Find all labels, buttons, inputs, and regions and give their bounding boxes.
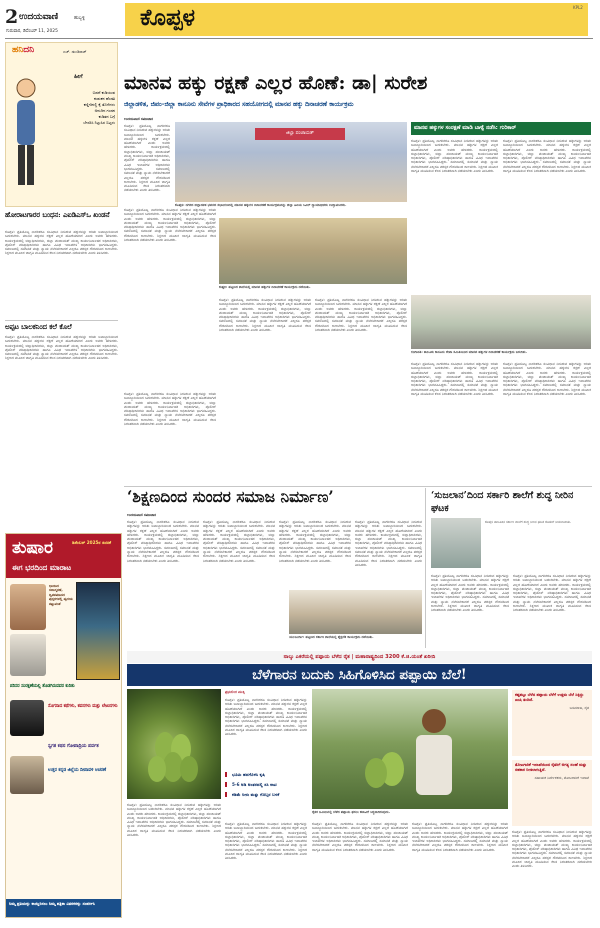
ad-feature-2: ಪರಿಸರ ಸಂರಕ್ಷಣೆಯಲ್ಲಿ ತೊಡಗಿರುವವರ ಕುರಿತು	[10, 684, 75, 689]
school-photo-caption: ಯಲಬುರ್ಗಾ: ಪಟ್ಟಣದ ಸರ್ಕಾರಿ ಶಾಲೆಯಲ್ಲಿ ಶೈಕ್ಷಣಿಕ ಕಾರ್ಯಕ್ರಮ ನಡೆಯಿತು.	[289, 635, 374, 639]
sidebar-divider	[5, 320, 118, 321]
quote-author: ಬಸವರಾಜ, ರೈತ	[569, 705, 589, 710]
quote-text: ತೋಟಗಾರಿಕೆ ಇಲಾಖೆಯಿಂದ ರೈತರಿಗೆ ಅಗತ್ಯ ಸಲಹೆ ಮತ್ತು ಸಹಕಾರ ನೀಡಲಾಗುತ್ತಿದೆ.	[515, 762, 587, 772]
page-number: 2	[5, 6, 19, 28]
ad-cover	[76, 582, 120, 680]
column-title-hani: ಹನಿ	[12, 45, 24, 55]
papaya-body-col2: ಕೊಪ್ಪಳ: ಪ್ರತಿಯೊಬ್ಬ ನಾಗರಿಕರೂ ಸಂವಿಧಾನ ನೀಡಿರುವ ಹಕ್ಕುಗಳನ್ನು ಅರಿತು ಜವಾಬ್ದಾರಿಯಿಂದ ಬದುಕಬೇಕು. ಮಾನವ ಹಕ್ಕುಗಳ ರಕ್ಷಣೆ ಎಲ್ಲರ ಹೊಣೆಯಾಗಿದೆ ಎಂದು ಅವರು ಹೇಳಿದರು. ಕಾರ್ಯಕ್ರಮದಲ್ಲಿ ಜಿಲ್ಲಾಧಿಕಾರಿಗಳು, ಜಿಲ್ಲಾ ಪಂಚಾಯತ್ ಮುಖ್ಯ ಕಾರ್ಯನಿರ್ವಾಹಕ ಅಧಿಕಾರಿಗಳು, ಪೊಲೀಸ್ ವರಿಷ್ಠಾಧಿಕಾರಿಗಳು ಹಾಗೂ ವಿವಿಧ ಇಲಾಖೆಗಳ ಅಧಿಕಾರಿಗಳು ಭಾಗವಹಿಸಿದ್ದರು. ಸಮಾಜದಲ್ಲಿ ಸಮಾನತೆ ಮತ್ತು ನ್ಯಾಯ ನೆಲೆಸಬೇಕಾದರೆ ಎಲ್ಲರೂ ಪರಸ್ಪರ ಗೌರವದಿಂದ ಕಾಣಬೇಕು. ಶಿಕ್ಷಣದ ಮೂಲಕ ಜಾಗೃತಿ ಮೂಡಿಸುವ ಕೆಲಸ ನಿರಂತರವಾಗಿ ನಡೆಯಬೇಕು ಎಂದು ತಿಳಿಸಿದರು.	[127, 803, 221, 838]
quote-author: ಸಹಾಯಕ ನಿರ್ದೇಶಕರು, ತೋಟಗಾರಿಕೆ ಇಲಾಖೆ	[534, 775, 589, 780]
print-color-marks	[250, 920, 370, 926]
sidebar-story1-headline: ಹೋರಾಟಗಾರರ ಬಂಧನ: ಎಐಡಿಎಸ್‌ಒ ಖಂಡನೆ	[5, 211, 110, 219]
school-headline: ‘ಶಿಕ್ಷಣದಿಂದ ಸುಂದರ ಸಮಾಜ ನಿರ್ಮಾಣ’	[127, 488, 334, 506]
ad-portrait-3	[10, 700, 44, 736]
sujalana-photo-caption: ಕೊಪ್ಪಳ ತಾಲೂಕಿನ ಸರ್ಕಾರಿ ಶಾಲೆಗೆ ಶುದ್ಧ ನೀರಿನ ಘಟಕ ಕೊಡುಗೆ ನೀಡಲಾಯಿತು.	[485, 520, 572, 524]
school-body-col3: ಕೊಪ್ಪಳ: ಪ್ರತಿಯೊಬ್ಬ ನಾಗರಿಕರೂ ಸಂವಿಧಾನ ನೀಡಿರುವ ಹಕ್ಕುಗಳನ್ನು ಅರಿತು ಜವಾಬ್ದಾರಿಯಿಂದ ಬದುಕಬೇಕು. ಮಾನವ ಹಕ್ಕುಗಳ ರಕ್ಷಣೆ ಎಲ್ಲರ ಹೊಣೆಯಾಗಿದೆ ಎಂದು ಅವರು ಹೇಳಿದರು. ಕಾರ್ಯಕ್ರಮದಲ್ಲಿ ಜಿಲ್ಲಾಧಿಕಾರಿಗಳು, ಜಿಲ್ಲಾ ಪಂಚಾಯತ್ ಮುಖ್ಯ ಕಾರ್ಯನಿರ್ವಾಹಕ ಅಧಿಕಾರಿಗಳು, ಪೊಲೀಸ್ ವರಿಷ್ಠಾಧಿಕಾರಿಗಳು ಹಾಗೂ ವಿವಿಧ ಇಲಾಖೆಗಳ ಅಧಿಕಾರಿಗಳು ಭಾಗವಹಿಸಿದ್ದರು. ಸಮಾಜದಲ್ಲಿ ಸಮಾನತೆ ಮತ್ತು ನ್ಯಾಯ ನೆಲೆಸಬೇಕಾದರೆ ಎಲ್ಲರೂ ಪರಸ್ಪರ ಗೌರವದಿಂದ ಕಾಣಬೇಕು. ಶಿಕ್ಷಣದ ಮೂಲಕ ಜಾಗೃತಿ ಮೂಡಿಸುವ ಕೆಲಸ ನಿರಂತರವಾಗಿ ನಡೆಯಬೇಕು ಎಂದು ತಿಳಿಸಿದರು.	[279, 520, 351, 563]
quote-text: ಕಷ್ಟಪಟ್ಟು ಬೆಳೆದ ಪಪ್ಪಾಯ ಬೆಳೆಗೆ ಉತ್ತಮ ಬೆಲೆ ಸಿಕ್ಕಿದ್ದು ಖುಷಿ ತಂದಿದೆ.	[515, 692, 584, 702]
ad-header	[6, 534, 122, 578]
lead-body-col3: ಕೊಪ್ಪಳ: ಪ್ರತಿಯೊಬ್ಬ ನಾಗರಿಕರೂ ಸಂವಿಧಾನ ನೀಡಿರುವ ಹಕ್ಕುಗಳನ್ನು ಅರಿತು ಜವಾಬ್ದಾರಿಯಿಂದ ಬದುಕಬೇಕು. ಮಾನವ ಹಕ್ಕುಗಳ ರಕ್ಷಣೆ ಎಲ್ಲರ ಹೊಣೆಯಾಗಿದೆ ಎಂದು ಅವರು ಹೇಳಿದರು. ಕಾರ್ಯಕ್ರಮದಲ್ಲಿ ಜಿಲ್ಲಾಧಿಕಾರಿಗಳು, ಜಿಲ್ಲಾ ಪಂಚಾಯತ್ ಮುಖ್ಯ ಕಾರ್ಯನಿರ್ವಾಹಕ ಅಧಿಕಾರಿಗಳು, ಪೊಲೀಸ್ ವರಿಷ್ಠಾಧಿಕಾರಿಗಳು ಹಾಗೂ ವಿವಿಧ ಇಲಾಖೆಗಳ ಅಧಿಕಾರಿಗಳು ಭಾಗವಹಿಸಿದ್ದರು. ಸಮಾಜದಲ್ಲಿ ಸಮಾನತೆ ಮತ್ತು ನ್ಯಾಯ ನೆಲೆಸಬೇಕಾದರೆ ಎಲ್ಲರೂ ಪರಸ್ಪರ ಗೌರವದಿಂದ ಕಾಣಬೇಕು. ಶಿಕ್ಷಣದ ಮೂಲಕ ಜಾಗೃತಿ ಮೂಡಿಸುವ ಕೆಲಸ ನಿರಂತರವಾಗಿ ನಡೆಯಬೇಕು ಎಂದು ತಿಳಿಸಿದರು.	[219, 298, 311, 333]
papaya-highlight-item: 5-6 ಅಡಿ ಅಂತರದಲ್ಲಿ ಸಸಿ ನಾಟಿ	[225, 782, 307, 787]
sujalana-body-col1: ಕೊಪ್ಪಳ: ಪ್ರತಿಯೊಬ್ಬ ನಾಗರಿಕರೂ ಸಂವಿಧಾನ ನೀಡಿರುವ ಹಕ್ಕುಗಳನ್ನು ಅರಿತು ಜವಾಬ್ದಾರಿಯಿಂದ ಬದುಕಬೇಕು. ಮಾನವ ಹಕ್ಕುಗಳ ರಕ್ಷಣೆ ಎಲ್ಲರ ಹೊಣೆಯಾಗಿದೆ ಎಂದು ಅವರು ಹೇಳಿದರು. ಕಾರ್ಯಕ್ರಮದಲ್ಲಿ ಜಿಲ್ಲಾಧಿಕಾರಿಗಳು, ಜಿಲ್ಲಾ ಪಂಚಾಯತ್ ಮುಖ್ಯ ಕಾರ್ಯನಿರ್ವಾಹಕ ಅಧಿಕಾರಿಗಳು, ಪೊಲೀಸ್ ವರಿಷ್ಠಾಧಿಕಾರಿಗಳು ಹಾಗೂ ವಿವಿಧ ಇಲಾಖೆಗಳ ಅಧಿಕಾರಿಗಳು ಭಾಗವಹಿಸಿದ್ದರು. ಸಮಾಜದಲ್ಲಿ ಸಮಾನತೆ ಮತ್ತು ನ್ಯಾಯ ನೆಲೆಸಬೇಕಾದರೆ ಎಲ್ಲರೂ ಪರಸ್ಪರ ಗೌರವದಿಂದ ಕಾಣಬೇಕು. ಶಿಕ್ಷಣದ ಮೂಲಕ ಜಾಗೃತಿ ಮೂಡಿಸುವ ಕೆಲಸ ನಿರಂತರವಾಗಿ ನಡೆಯಬೇಕು ಎಂದು ತಿಳಿಸಿದರು.	[431, 574, 509, 613]
papaya-headline: ಬೆಳೆಗಾರನ ಬದುಕು ಸಿಹಿಗೊಳಿಸಿದ ಪಪ್ಪಾಯಿ ಬೆಲೆ!	[127, 664, 592, 686]
lead-body-col2b: ಕೊಪ್ಪಳ: ಪ್ರತಿಯೊಬ್ಬ ನಾಗರಿಕರೂ ಸಂವಿಧಾನ ನೀಡಿರುವ ಹಕ್ಕುಗಳನ್ನು ಅರಿತು ಜವಾಬ್ದಾರಿಯಿಂದ ಬದುಕಬೇಕು. ಮಾನವ ಹಕ್ಕುಗಳ ರಕ್ಷಣೆ ಎಲ್ಲರ ಹೊಣೆಯಾಗಿದೆ ಎಂದು ಅವರು ಹೇಳಿದರು. ಕಾರ್ಯಕ್ರಮದಲ್ಲಿ ಜಿಲ್ಲಾಧಿಕಾರಿಗಳು, ಜಿಲ್ಲಾ ಪಂಚಾಯತ್ ಮುಖ್ಯ ಕಾರ್ಯನಿರ್ವಾಹಕ ಅಧಿಕಾರಿಗಳು, ಪೊಲೀಸ್ ವರಿಷ್ಠಾಧಿಕಾರಿಗಳು ಹಾಗೂ ವಿವಿಧ ಇಲಾಖೆಗಳ ಅಧಿಕಾರಿಗಳು ಭಾಗವಹಿಸಿದ್ದರು. ಸಮಾಜದಲ್ಲಿ ಸಮಾನತೆ ಮತ್ತು ನ್ಯಾಯ ನೆಲೆಸಬೇಕಾದರೆ ಎಲ್ಲರೂ ಪರಸ್ಪರ ಗೌರವದಿಂದ ಕಾಣಬೇಕು. ಶಿಕ್ಷಣದ ಮೂಲಕ ಜಾಗೃತಿ ಮೂಡಿಸುವ ಕೆಲಸ ನಿರಂತರವಾಗಿ ನಡೆಯಬೇಕು ಎಂದು ತಿಳಿಸಿದರು.	[124, 392, 216, 427]
column-title	[12, 45, 34, 55]
column-author: ಎಚ್. ಡುಂಡಿರಾಜ್	[63, 49, 87, 54]
edition-label: ಹುಬ್ಬಳ್ಳಿ	[74, 16, 85, 21]
poem-line: ಕುಡುಕನ ಹೆಂಡತಿ	[94, 96, 115, 101]
papaya-byline: ಪ್ರಭುಲಿಂಗ ಮುಕ್ಕಿ	[225, 690, 245, 694]
lead-photo-1	[175, 122, 407, 202]
papaya-kicker: ನಾಲ್ಕು ಎಕರೆಯಲ್ಲಿ ಪಪ್ಪಾಯ ಬೆಳೆದ ರೈತ | ಮಹಾರಾಷ್ಟ್ರದಿಂದ 3200 ಕೆ.ಜಿ.ಯಂತೆ ಖರೀದಿ	[127, 651, 592, 663]
poem-line: ಬಿಡದೆ ಕುಡಿಯುವ	[92, 90, 115, 95]
paper-name: ಉದಯವಾಣಿ	[19, 12, 59, 22]
school-body-col2: ಕೊಪ್ಪಳ: ಪ್ರತಿಯೊಬ್ಬ ನಾಗರಿಕರೂ ಸಂವಿಧಾನ ನೀಡಿರುವ ಹಕ್ಕುಗಳನ್ನು ಅರಿತು ಜವಾಬ್ದಾರಿಯಿಂದ ಬದುಕಬೇಕು. ಮಾನವ ಹಕ್ಕುಗಳ ರಕ್ಷಣೆ ಎಲ್ಲರ ಹೊಣೆಯಾಗಿದೆ ಎಂದು ಅವರು ಹೇಳಿದರು. ಕಾರ್ಯಕ್ರಮದಲ್ಲಿ ಜಿಲ್ಲಾಧಿಕಾರಿಗಳು, ಜಿಲ್ಲಾ ಪಂಚಾಯತ್ ಮುಖ್ಯ ಕಾರ್ಯನಿರ್ವಾಹಕ ಅಧಿಕಾರಿಗಳು, ಪೊಲೀಸ್ ವರಿಷ್ಠಾಧಿಕಾರಿಗಳು ಹಾಗೂ ವಿವಿಧ ಇಲಾಖೆಗಳ ಅಧಿಕಾರಿಗಳು ಭಾಗವಹಿಸಿದ್ದರು. ಸಮಾಜದಲ್ಲಿ ಸಮಾನತೆ ಮತ್ತು ನ್ಯಾಯ ನೆಲೆಸಬೇಕಾದರೆ ಎಲ್ಲರೂ ಪರಸ್ಪರ ಗೌರವದಿಂದ ಕಾಣಬೇಕು. ಶಿಕ್ಷಣದ ಮೂಲಕ ಜಾಗೃತಿ ಮೂಡಿಸುವ ಕೆಲಸ ನಿರಂತರವಾಗಿ ನಡೆಯಬೇಕು ಎಂದು ತಿಳಿಸಿದರು.	[203, 520, 275, 563]
lead-subheadline: ಜಿಲ್ಲಾಡಳಿತ, ಜಿಪಂ-ಜಿಲ್ಲಾ ಕಾನೂನು ಸೇವೆಗಳ ಪ್ರಾಧಿಕಾರದ ಸಹಯೋಗದಲ್ಲಿ ಮಾನವ ಹಕ್ಕು ದಿನಾಚರಣೆ ಕಾರ್ಯಕ್ರಮ	[124, 101, 354, 108]
papaya-body-col6: ಕೊಪ್ಪಳ: ಪ್ರತಿಯೊಬ್ಬ ನಾಗರಿಕರೂ ಸಂವಿಧಾನ ನೀಡಿರುವ ಹಕ್ಕುಗಳನ್ನು ಅರಿತು ಜವಾಬ್ದಾರಿಯಿಂದ ಬದುಕಬೇಕು. ಮಾನವ ಹಕ್ಕುಗಳ ರಕ್ಷಣೆ ಎಲ್ಲರ ಹೊಣೆಯಾಗಿದೆ ಎಂದು ಅವರು ಹೇಳಿದರು. ಕಾರ್ಯಕ್ರಮದಲ್ಲಿ ಜಿಲ್ಲಾಧಿಕಾರಿಗಳು, ಜಿಲ್ಲಾ ಪಂಚಾಯತ್ ಮುಖ್ಯ ಕಾರ್ಯನಿರ್ವಾಹಕ ಅಧಿಕಾರಿಗಳು, ಪೊಲೀಸ್ ವರಿಷ್ಠಾಧಿಕಾರಿಗಳು ಹಾಗೂ ವಿವಿಧ ಇಲಾಖೆಗಳ ಅಧಿಕಾರಿಗಳು ಭಾಗವಹಿಸಿದ್ದರು. ಸಮಾಜದಲ್ಲಿ ಸಮಾನತೆ ಮತ್ತು ನ್ಯಾಯ ನೆಲೆಸಬೇಕಾದರೆ ಎಲ್ಲರೂ ಪರಸ್ಪರ ಗೌರವದಿಂದ ಕಾಣಬೇಕು. ಶಿಕ್ಷಣದ ಮೂಲಕ ಜಾಗೃತಿ ಮೂಡಿಸುವ ಕೆಲಸ ನಿರಂತರವಾಗಿ ನಡೆಯಬೇಕು ಎಂದು ತಿಳಿಸಿದರು.	[512, 830, 592, 869]
school-byline: ಉದಯವಾಣಿ ಸಮಾಚಾರ	[127, 513, 157, 517]
lead-body-col1: ಕೊಪ್ಪಳ: ಪ್ರತಿಯೊಬ್ಬ ನಾಗರಿಕರೂ ಸಂವಿಧಾನ ನೀಡಿರುವ ಹಕ್ಕುಗಳನ್ನು ಅರಿತು ಜವಾಬ್ದಾರಿಯಿಂದ ಬದುಕಬೇಕು. ಮಾನವ ಹಕ್ಕುಗಳ ರಕ್ಷಣೆ ಎಲ್ಲರ ಹೊಣೆಯಾಗಿದೆ ಎಂದು ಅವರು ಹೇಳಿದರು. ಕಾರ್ಯಕ್ರಮದಲ್ಲಿ ಜಿಲ್ಲಾಧಿಕಾರಿಗಳು, ಜಿಲ್ಲಾ ಪಂಚಾಯತ್ ಮುಖ್ಯ ಕಾರ್ಯನಿರ್ವಾಹಕ ಅಧಿಕಾರಿಗಳು, ಪೊಲೀಸ್ ವರಿಷ್ಠಾಧಿಕಾರಿಗಳು ಹಾಗೂ ವಿವಿಧ ಇಲಾಖೆಗಳ ಅಧಿಕಾರಿಗಳು ಭಾಗವಹಿಸಿದ್ದರು. ಸಮಾಜದಲ್ಲಿ ಸಮಾನತೆ ಮತ್ತು ನ್ಯಾಯ ನೆಲೆಸಬೇಕಾದರೆ ಎಲ್ಲರೂ ಪರಸ್ಪರ ಗೌರವದಿಂದ ಕಾಣಬೇಕು. ಶಿಕ್ಷಣದ ಮೂಲಕ ಜಾಗೃತಿ ಮೂಡಿಸುವ ಕೆಲಸ ನಿರಂತರವಾಗಿ ನಡೆಯಬೇಕು ಎಂದು ತಿಳಿಸಿದರು.	[124, 124, 170, 193]
poem-line: ಬೇಸರಿಸಿ ನಿಟ್ಟುಸಿರ ಬಿಟ್ಟಳು	[83, 120, 115, 125]
papaya-farmer-photo	[312, 689, 508, 809]
sujalana-photo	[431, 518, 481, 568]
ad-footer: ನಿಮ್ಮ ಪ್ರತಿಯನ್ನು ಕಾಯ್ದಿರಿಸಲು ನಿಮ್ಮ ಪತ್ರಿಕಾ ವಿತರಕರನ್ನು ಸಂಪರ್ಕಿಸಿ	[6, 899, 122, 918]
poem-line: ಕಣ್ಣೀರಿನಲ್ಲಿ ಕೈ ತೊಳೆದಳು	[83, 102, 115, 107]
sujalana-box-rule	[425, 488, 426, 648]
lead-byline: ಉದಯವಾಣಿ ಸಮಾಚಾರ	[124, 117, 154, 121]
ad-box	[5, 533, 122, 918]
poem-line: ಕುಡಿತದ ಬಗ್ಗೆ	[98, 114, 115, 119]
sidebar-story1-body: ಕೊಪ್ಪಳ: ಪ್ರತಿಯೊಬ್ಬ ನಾಗರಿಕರೂ ಸಂವಿಧಾನ ನೀಡಿರುವ ಹಕ್ಕುಗಳನ್ನು ಅರಿತು ಜವಾಬ್ದಾರಿಯಿಂದ ಬದುಕಬೇಕು. ಮಾನವ ಹಕ್ಕುಗಳ ರಕ್ಷಣೆ ಎಲ್ಲರ ಹೊಣೆಯಾಗಿದೆ ಎಂದು ಅವರು ಹೇಳಿದರು. ಕಾರ್ಯಕ್ರಮದಲ್ಲಿ ಜಿಲ್ಲಾಧಿಕಾರಿಗಳು, ಜಿಲ್ಲಾ ಪಂಚಾಯತ್ ಮುಖ್ಯ ಕಾರ್ಯನಿರ್ವಾಹಕ ಅಧಿಕಾರಿಗಳು, ಪೊಲೀಸ್ ವರಿಷ್ಠಾಧಿಕಾರಿಗಳು ಹಾಗೂ ವಿವಿಧ ಇಲಾಖೆಗಳ ಅಧಿಕಾರಿಗಳು ಭಾಗವಹಿಸಿದ್ದರು. ಸಮಾಜದಲ್ಲಿ ಸಮಾನತೆ ಮತ್ತು ನ್ಯಾಯ ನೆಲೆಸಬೇಕಾದರೆ ಎಲ್ಲರೂ ಪರಸ್ಪರ ಗೌರವದಿಂದ ಕಾಣಬೇಕು. ಶಿಕ್ಷಣದ ಮೂಲಕ ಜಾಗೃತಿ ಮೂಡಿಸುವ ಕೆಲಸ ನಿರಂತರವಾಗಿ ನಡೆಯಬೇಕು ಎಂದು ತಿಳಿಸಿದರು.	[5, 230, 118, 256]
poem-body	[40, 90, 115, 126]
papaya-body-col4: ಕೊಪ್ಪಳ: ಪ್ರತಿಯೊಬ್ಬ ನಾಗರಿಕರೂ ಸಂವಿಧಾನ ನೀಡಿರುವ ಹಕ್ಕುಗಳನ್ನು ಅರಿತು ಜವಾಬ್ದಾರಿಯಿಂದ ಬದುಕಬೇಕು. ಮಾನವ ಹಕ್ಕುಗಳ ರಕ್ಷಣೆ ಎಲ್ಲರ ಹೊಣೆಯಾಗಿದೆ ಎಂದು ಅವರು ಹೇಳಿದರು. ಕಾರ್ಯಕ್ರಮದಲ್ಲಿ ಜಿಲ್ಲಾಧಿಕಾರಿಗಳು, ಜಿಲ್ಲಾ ಪಂಚಾಯತ್ ಮುಖ್ಯ ಕಾರ್ಯನಿರ್ವಾಹಕ ಅಧಿಕಾರಿಗಳು, ಪೊಲೀಸ್ ವರಿಷ್ಠಾಧಿಕಾರಿಗಳು ಹಾಗೂ ವಿವಿಧ ಇಲಾಖೆಗಳ ಅಧಿಕಾರಿಗಳು ಭಾಗವಹಿಸಿದ್ದರು. ಸಮಾಜದಲ್ಲಿ ಸಮಾನತೆ ಮತ್ತು ನ್ಯಾಯ ನೆಲೆಸಬೇಕಾದರೆ ಎಲ್ಲರೂ ಪರಸ್ಪರ ಗೌರವದಿಂದ ಕಾಣಬೇಕು. ಶಿಕ್ಷಣದ ಮೂಲಕ ಜಾಗೃತಿ ಮೂಡಿಸುವ ಕೆಲಸ ನಿರಂತರವಾಗಿ ನಡೆಯಬೇಕು ಎಂದು ತಿಳಿಸಿದರು.	[312, 822, 408, 852]
lead-side-headline: ಮಾನವ ಹಕ್ಕುಗಳ ಸಂರಕ್ಷಣೆ ಮಾಡಿ ಬಾಳ್ವೆ ನಡೆಸಿ: ಗುರಿಕಾರ್	[411, 122, 591, 135]
ad-portrait-1	[10, 584, 46, 630]
school-photo	[289, 590, 422, 634]
ad-portrait-2	[10, 634, 46, 676]
ad-feature-3: ಸೊಗಸಾದ ಕಥೆಗಳು, ಕವನಗಳು ಮತ್ತು ಲೇಖನಗಳು	[48, 704, 118, 709]
lead-headline: ಮಾನವ ಹಕ್ಕು ರಕ್ಷಣೆ ಎಲ್ಲರ ಹೊಣೆ: ಡಾ| ಸುರೇಶ	[124, 72, 428, 94]
ad-brand: ತುಷಾರ	[12, 538, 53, 558]
sidebar-story2-headline: ಅಪ್ಪಟ ಬಾಲಕನಿಂದ ಕಲೆ ಕೊಲೆ	[5, 323, 72, 331]
ad-feature-4: ಸ್ವಗತ ಕಥನ ಗೋಪಾದ್ರಿಯ ಪರ್ವತ	[48, 744, 99, 749]
papaya-quote-1	[512, 690, 592, 756]
lead-side-body-col4: ಕೊಪ್ಪಳ: ಪ್ರತಿಯೊಬ್ಬ ನಾಗರಿಕರೂ ಸಂವಿಧಾನ ನೀಡಿರುವ ಹಕ್ಕುಗಳನ್ನು ಅರಿತು ಜವಾಬ್ದಾರಿಯಿಂದ ಬದುಕಬೇಕು. ಮಾನವ ಹಕ್ಕುಗಳ ರಕ್ಷಣೆ ಎಲ್ಲರ ಹೊಣೆಯಾಗಿದೆ ಎಂದು ಅವರು ಹೇಳಿದರು. ಕಾರ್ಯಕ್ರಮದಲ್ಲಿ ಜಿಲ್ಲಾಧಿಕಾರಿಗಳು, ಜಿಲ್ಲಾ ಪಂಚಾಯತ್ ಮುಖ್ಯ ಕಾರ್ಯನಿರ್ವಾಹಕ ಅಧಿಕಾರಿಗಳು, ಪೊಲೀಸ್ ವರಿಷ್ಠಾಧಿಕಾರಿಗಳು ಹಾಗೂ ವಿವಿಧ ಇಲಾಖೆಗಳ ಅಧಿಕಾರಿಗಳು ಭಾಗವಹಿಸಿದ್ದರು. ಸಮಾಜದಲ್ಲಿ ಸಮಾನತೆ ಮತ್ತು ನ್ಯಾಯ ನೆಲೆಸಬೇಕಾದರೆ ಎಲ್ಲರೂ ಪರಸ್ಪರ ಗೌರವದಿಂದ ಕಾಣಬೇಕು. ಶಿಕ್ಷಣದ ಮೂಲಕ ಜಾಗೃತಿ ಮೂಡಿಸುವ ಕೆಲಸ ನಿರಂತರವಾಗಿ ನಡೆಯಬೇಕು ಎಂದು ತಿಳಿಸಿದರು.	[503, 362, 591, 397]
sujalana-headline: ‘ಸುಜಲಾನ’ದಿಂದ ಸರ್ಕಾರಿ ಶಾಲೆಗೆ ಶುದ್ಧ ನೀರಿನ ಘಟಕ	[431, 490, 574, 514]
section-title: ಕೊಪ್ಪಳ	[140, 4, 195, 31]
sidebar-story2-body: ಕೊಪ್ಪಳ: ಪ್ರತಿಯೊಬ್ಬ ನಾಗರಿಕರೂ ಸಂವಿಧಾನ ನೀಡಿರುವ ಹಕ್ಕುಗಳನ್ನು ಅರಿತು ಜವಾಬ್ದಾರಿಯಿಂದ ಬದುಕಬೇಕು. ಮಾನವ ಹಕ್ಕುಗಳ ರಕ್ಷಣೆ ಎಲ್ಲರ ಹೊಣೆಯಾಗಿದೆ ಎಂದು ಅವರು ಹೇಳಿದರು. ಕಾರ್ಯಕ್ರಮದಲ್ಲಿ ಜಿಲ್ಲಾಧಿಕಾರಿಗಳು, ಜಿಲ್ಲಾ ಪಂಚಾಯತ್ ಮುಖ್ಯ ಕಾರ್ಯನಿರ್ವಾಹಕ ಅಧಿಕಾರಿಗಳು, ಪೊಲೀಸ್ ವರಿಷ್ಠಾಧಿಕಾರಿಗಳು ಹಾಗೂ ವಿವಿಧ ಇಲಾಖೆಗಳ ಅಧಿಕಾರಿಗಳು ಭಾಗವಹಿಸಿದ್ದರು. ಸಮಾಜದಲ್ಲಿ ಸಮಾನತೆ ಮತ್ತು ನ್ಯಾಯ ನೆಲೆಸಬೇಕಾದರೆ ಎಲ್ಲರೂ ಪರಸ್ಪರ ಗೌರವದಿಂದ ಕಾಣಬೇಕು. ಶಿಕ್ಷಣದ ಮೂಲಕ ಜಾಗೃತಿ ಮೂಡಿಸುವ ಕೆಲಸ ನಿರಂತರವಾಗಿ ನಡೆಯಬೇಕು ಎಂದು ತಿಳಿಸಿದರು.	[5, 335, 118, 361]
cartoon-figure	[10, 70, 42, 198]
lead-photo-1-caption: ಕೊಪ್ಪಳ: ನಗರದ ಜಿಲ್ಲಾಡಳಿತ ಭವನದ ಸಭಾಂಗಣದಲ್ಲಿ ಮಾನವ ಹಕ್ಕುಗಳ ದಿನಾಚರಣೆ ಕಾರ್ಯಕ್ರಮವನ್ನು ಜಿಲ್ಲಾ ಹಿರಿಯ ಸಿವಿಲ್ ನ್ಯಾಯಾಧೀಶರು ಉದ್ಘಾಟಿಸಿದರು.	[175, 203, 347, 207]
papaya-body-col3: ಕೊಪ್ಪಳ: ಪ್ರತಿಯೊಬ್ಬ ನಾಗರಿಕರೂ ಸಂವಿಧಾನ ನೀಡಿರುವ ಹಕ್ಕುಗಳನ್ನು ಅರಿತು ಜವಾಬ್ದಾರಿಯಿಂದ ಬದುಕಬೇಕು. ಮಾನವ ಹಕ್ಕುಗಳ ರಕ್ಷಣೆ ಎಲ್ಲರ ಹೊಣೆಯಾಗಿದೆ ಎಂದು ಅವರು ಹೇಳಿದರು. ಕಾರ್ಯಕ್ರಮದಲ್ಲಿ ಜಿಲ್ಲಾಧಿಕಾರಿಗಳು, ಜಿಲ್ಲಾ ಪಂಚಾಯತ್ ಮುಖ್ಯ ಕಾರ್ಯನಿರ್ವಾಹಕ ಅಧಿಕಾರಿಗಳು, ಪೊಲೀಸ್ ವರಿಷ್ಠಾಧಿಕಾರಿಗಳು ಹಾಗೂ ವಿವಿಧ ಇಲಾಖೆಗಳ ಅಧಿಕಾರಿಗಳು ಭಾಗವಹಿಸಿದ್ದರು. ಸಮಾಜದಲ್ಲಿ ಸಮಾನತೆ ಮತ್ತು ನ್ಯಾಯ ನೆಲೆಸಬೇಕಾದರೆ ಎಲ್ಲರೂ ಪರಸ್ಪರ ಗೌರವದಿಂದ ಕಾಣಬೇಕು. ಶಿಕ್ಷಣದ ಮೂಲಕ ಜಾಗೃತಿ ಮೂಡಿಸುವ ಕೆಲಸ ನಿರಂತರವಾಗಿ ನಡೆಯಬೇಕು ಎಂದು ತಿಳಿಸಿದರು.	[225, 822, 307, 861]
papaya-highlight-item: ಭೂಮಿ ಹದಗೊಳಿಸಿ ಕೃಷಿ	[225, 772, 307, 777]
papaya-photo-caption: ರೈತರ ಜಮೀನಿನಲ್ಲಿ ಬೆಳೆದ ಪಪ್ಪಾಯ ಫಸಲು ಕಟಾವಿಗೆ ಸಿದ್ಧವಾಗಿರುವುದು.	[312, 810, 390, 814]
issue-date: ಗುರುವಾರ, ಡಿಸೆಂಬರ್ 11, 2025	[6, 29, 58, 34]
lead-side-body-col3: ಕೊಪ್ಪಳ: ಪ್ರತಿಯೊಬ್ಬ ನಾಗರಿಕರೂ ಸಂವಿಧಾನ ನೀಡಿರುವ ಹಕ್ಕುಗಳನ್ನು ಅರಿತು ಜವಾಬ್ದಾರಿಯಿಂದ ಬದುಕಬೇಕು. ಮಾನವ ಹಕ್ಕುಗಳ ರಕ್ಷಣೆ ಎಲ್ಲರ ಹೊಣೆಯಾಗಿದೆ ಎಂದು ಅವರು ಹೇಳಿದರು. ಕಾರ್ಯಕ್ರಮದಲ್ಲಿ ಜಿಲ್ಲಾಧಿಕಾರಿಗಳು, ಜಿಲ್ಲಾ ಪಂಚಾಯತ್ ಮುಖ್ಯ ಕಾರ್ಯನಿರ್ವಾಹಕ ಅಧಿಕಾರಿಗಳು, ಪೊಲೀಸ್ ವರಿಷ್ಠಾಧಿಕಾರಿಗಳು ಹಾಗೂ ವಿವಿಧ ಇಲಾಖೆಗಳ ಅಧಿಕಾರಿಗಳು ಭಾಗವಹಿಸಿದ್ದರು. ಸಮಾಜದಲ್ಲಿ ಸಮಾನತೆ ಮತ್ತು ನ್ಯಾಯ ನೆಲೆಸಬೇಕಾದರೆ ಎಲ್ಲರೂ ಪರಸ್ಪರ ಗೌರವದಿಂದ ಕಾಣಬೇಕು. ಶಿಕ್ಷಣದ ಮೂಲಕ ಜಾಗೃತಿ ಮೂಡಿಸುವ ಕೆಲಸ ನಿರಂತರವಾಗಿ ನಡೆಯಬೇಕು ಎಂದು ತಿಳಿಸಿದರು.	[411, 362, 498, 397]
lead-side-photo	[411, 295, 591, 349]
school-body-col4: ಕೊಪ್ಪಳ: ಪ್ರತಿಯೊಬ್ಬ ನಾಗರಿಕರೂ ಸಂವಿಧಾನ ನೀಡಿರುವ ಹಕ್ಕುಗಳನ್ನು ಅರಿತು ಜವಾಬ್ದಾರಿಯಿಂದ ಬದುಕಬೇಕು. ಮಾನವ ಹಕ್ಕುಗಳ ರಕ್ಷಣೆ ಎಲ್ಲರ ಹೊಣೆಯಾಗಿದೆ ಎಂದು ಅವರು ಹೇಳಿದರು. ಕಾರ್ಯಕ್ರಮದಲ್ಲಿ ಜಿಲ್ಲಾಧಿಕಾರಿಗಳು, ಜಿಲ್ಲಾ ಪಂಚಾಯತ್ ಮುಖ್ಯ ಕಾರ್ಯನಿರ್ವಾಹಕ ಅಧಿಕಾರಿಗಳು, ಪೊಲೀಸ್ ವರಿಷ್ಠಾಧಿಕಾರಿಗಳು ಹಾಗೂ ವಿವಿಧ ಇಲಾಖೆಗಳ ಅಧಿಕಾರಿಗಳು ಭಾಗವಹಿಸಿದ್ದರು. ಸಮಾಜದಲ್ಲಿ ಸಮಾನತೆ ಮತ್ತು ನ್ಯಾಯ ನೆಲೆಸಬೇಕಾದರೆ ಎಲ್ಲರೂ ಪರಸ್ಪರ ಗೌರವದಿಂದ ಕಾಣಬೇಕು. ಶಿಕ್ಷಣದ ಮೂಲಕ ಜಾಗೃತಿ ಮೂಡಿಸುವ ಕೆಲಸ ನಿರಂತರವಾಗಿ ನಡೆಯಬೇಕು ಎಂದು ತಿಳಿಸಿದರು.	[355, 520, 422, 567]
poem-line: ಅನುದಿನ ಗಂಡನ	[94, 108, 115, 113]
school-body-col1: ಕೊಪ್ಪಳ: ಪ್ರತಿಯೊಬ್ಬ ನಾಗರಿಕರೂ ಸಂವಿಧಾನ ನೀಡಿರುವ ಹಕ್ಕುಗಳನ್ನು ಅರಿತು ಜವಾಬ್ದಾರಿಯಿಂದ ಬದುಕಬೇಕು. ಮಾನವ ಹಕ್ಕುಗಳ ರಕ್ಷಣೆ ಎಲ್ಲರ ಹೊಣೆಯಾಗಿದೆ ಎಂದು ಅವರು ಹೇಳಿದರು. ಕಾರ್ಯಕ್ರಮದಲ್ಲಿ ಜಿಲ್ಲಾಧಿಕಾರಿಗಳು, ಜಿಲ್ಲಾ ಪಂಚಾಯತ್ ಮುಖ್ಯ ಕಾರ್ಯನಿರ್ವಾಹಕ ಅಧಿಕಾರಿಗಳು, ಪೊಲೀಸ್ ವರಿಷ್ಠಾಧಿಕಾರಿಗಳು ಹಾಗೂ ವಿವಿಧ ಇಲಾಖೆಗಳ ಅಧಿಕಾರಿಗಳು ಭಾಗವಹಿಸಿದ್ದರು. ಸಮಾಜದಲ್ಲಿ ಸಮಾನತೆ ಮತ್ತು ನ್ಯಾಯ ನೆಲೆಸಬೇಕಾದರೆ ಎಲ್ಲರೂ ಪರಸ್ಪರ ಗೌರವದಿಂದ ಕಾಣಬೇಕು. ಶಿಕ್ಷಣದ ಮೂಲಕ ಜಾಗೃತಿ ಮೂಡಿಸುವ ಕೆಲಸ ನಿರಂತರವಾಗಿ ನಡೆಯಬೇಕು ಎಂದು ತಿಳಿಸಿದರು.	[127, 520, 199, 563]
lead-side-photo-caption: ಗಂಗಾವತಿ: ತಾಲೂಕು ಕಾನೂನು ಸೇವಾ ಸಮಿತಿಯಿಂದ ಮಾನವ ಹಕ್ಕುಗಳ ದಿನಾಚರಣೆ ಕಾರ್ಯಕ್ರಮ ಜರುಗಿತು.	[411, 350, 527, 354]
ad-feature-1: ಛಾಯಿದ ಸದಾಸ್ಮರಣೆ, ದ್ವಿಶತಮಾನದ ಪುಸ್ತಕಗಳಲ್ಲಿ ಹೃದಯ ತಟ್ಟುವಂತೆ	[49, 584, 73, 606]
papaya-body-col5: ಕೊಪ್ಪಳ: ಪ್ರತಿಯೊಬ್ಬ ನಾಗರಿಕರೂ ಸಂವಿಧಾನ ನೀಡಿರುವ ಹಕ್ಕುಗಳನ್ನು ಅರಿತು ಜವಾಬ್ದಾರಿಯಿಂದ ಬದುಕಬೇಕು. ಮಾನವ ಹಕ್ಕುಗಳ ರಕ್ಷಣೆ ಎಲ್ಲರ ಹೊಣೆಯಾಗಿದೆ ಎಂದು ಅವರು ಹೇಳಿದರು. ಕಾರ್ಯಕ್ರಮದಲ್ಲಿ ಜಿಲ್ಲಾಧಿಕಾರಿಗಳು, ಜಿಲ್ಲಾ ಪಂಚಾಯತ್ ಮುಖ್ಯ ಕಾರ್ಯನಿರ್ವಾಹಕ ಅಧಿಕಾರಿಗಳು, ಪೊಲೀಸ್ ವರಿಷ್ಠಾಧಿಕಾರಿಗಳು ಹಾಗೂ ವಿವಿಧ ಇಲಾಖೆಗಳ ಅಧಿಕಾರಿಗಳು ಭಾಗವಹಿಸಿದ್ದರು. ಸಮಾಜದಲ್ಲಿ ಸಮಾನತೆ ಮತ್ತು ನ್ಯಾಯ ನೆಲೆಸಬೇಕಾದರೆ ಎಲ್ಲರೂ ಪರಸ್ಪರ ಗೌರವದಿಂದ ಕಾಣಬೇಕು. ಶಿಕ್ಷಣದ ಮೂಲಕ ಜಾಗೃತಿ ಮೂಡಿಸುವ ಕೆಲಸ ನಿರಂತರವಾಗಿ ನಡೆಯಬೇಕು ಎಂದು ತಿಳಿಸಿದರು.	[412, 822, 508, 852]
column-title-dani: ದನಿ	[23, 45, 35, 55]
masthead-rule	[5, 38, 593, 39]
papaya-fruit-illustration	[127, 689, 221, 799]
farmer-figure-illustration	[312, 689, 508, 809]
papaya-body-col1: ಕೊಪ್ಪಳ: ಪ್ರತಿಯೊಬ್ಬ ನಾಗರಿಕರೂ ಸಂವಿಧಾನ ನೀಡಿರುವ ಹಕ್ಕುಗಳನ್ನು ಅರಿತು ಜವಾಬ್ದಾರಿಯಿಂದ ಬದುಕಬೇಕು. ಮಾನವ ಹಕ್ಕುಗಳ ರಕ್ಷಣೆ ಎಲ್ಲರ ಹೊಣೆಯಾಗಿದೆ ಎಂದು ಅವರು ಹೇಳಿದರು. ಕಾರ್ಯಕ್ರಮದಲ್ಲಿ ಜಿಲ್ಲಾಧಿಕಾರಿಗಳು, ಜಿಲ್ಲಾ ಪಂಚಾಯತ್ ಮುಖ್ಯ ಕಾರ್ಯನಿರ್ವಾಹಕ ಅಧಿಕಾರಿಗಳು, ಪೊಲೀಸ್ ವರಿಷ್ಠಾಧಿಕಾರಿಗಳು ಹಾಗೂ ವಿವಿಧ ಇಲಾಖೆಗಳ ಅಧಿಕಾರಿಗಳು ಭಾಗವಹಿಸಿದ್ದರು. ಸಮಾಜದಲ್ಲಿ ಸಮಾನತೆ ಮತ್ತು ನ್ಯಾಯ ನೆಲೆಸಬೇಕಾದರೆ ಎಲ್ಲರೂ ಪರಸ್ಪರ ಗೌರವದಿಂದ ಕಾಣಬೇಕು. ಶಿಕ್ಷಣದ ಮೂಲಕ ಜಾಗೃತಿ ಮೂಡಿಸುವ ಕೆಲಸ ನಿರಂತರವಾಗಿ ನಡೆಯಬೇಕು ಎಂದು ತಿಳಿಸಿದರು.	[225, 698, 307, 737]
ad-portrait-4	[10, 756, 44, 794]
papaya-highlight-item: ಕಡಿಮೆ ನೀರು ಮತ್ತು ಗೊಬ್ಬರ ಬಳಕೆ	[225, 792, 307, 797]
corner-code: KPL2	[573, 5, 583, 10]
lead-body-col4: ಕೊಪ್ಪಳ: ಪ್ರತಿಯೊಬ್ಬ ನಾಗರಿಕರೂ ಸಂವಿಧಾನ ನೀಡಿರುವ ಹಕ್ಕುಗಳನ್ನು ಅರಿತು ಜವಾಬ್ದಾರಿಯಿಂದ ಬದುಕಬೇಕು. ಮಾನವ ಹಕ್ಕುಗಳ ರಕ್ಷಣೆ ಎಲ್ಲರ ಹೊಣೆಯಾಗಿದೆ ಎಂದು ಅವರು ಹೇಳಿದರು. ಕಾರ್ಯಕ್ರಮದಲ್ಲಿ ಜಿಲ್ಲಾಧಿಕಾರಿಗಳು, ಜಿಲ್ಲಾ ಪಂಚಾಯತ್ ಮುಖ್ಯ ಕಾರ್ಯನಿರ್ವಾಹಕ ಅಧಿಕಾರಿಗಳು, ಪೊಲೀಸ್ ವರಿಷ್ಠಾಧಿಕಾರಿಗಳು ಹಾಗೂ ವಿವಿಧ ಇಲಾಖೆಗಳ ಅಧಿಕಾರಿಗಳು ಭಾಗವಹಿಸಿದ್ದರು. ಸಮಾಜದಲ್ಲಿ ಸಮಾನತೆ ಮತ್ತು ನ್ಯಾಯ ನೆಲೆಸಬೇಕಾದರೆ ಎಲ್ಲರೂ ಪರಸ್ಪರ ಗೌರವದಿಂದ ಕಾಣಬೇಕು. ಶಿಕ್ಷಣದ ಮೂಲಕ ಜಾಗೃತಿ ಮೂಡಿಸುವ ಕೆಲಸ ನಿರಂತರವಾಗಿ ನಡೆಯಬೇಕು ಎಂದು ತಿಳಿಸಿದರು.	[315, 298, 407, 333]
papaya-highlights	[225, 772, 307, 797]
papaya-photo	[127, 689, 221, 799]
lead-photo-banner: ಜಿಲ್ಲಾ ಪಂಚಾಯತ್	[255, 128, 345, 140]
ad-feature-5: ಉತ್ತರ ಕನ್ನಡ ಜಿಲ್ಲೆಯ ದೀಪಾವಳಿ ಆಚರಣೆ	[48, 768, 107, 773]
ad-issue-tag: ಡಿಸೆಂಬರ್ 2025ರ ಸಂಚಿಕೆ	[72, 540, 112, 545]
lead-bottom-rule	[124, 486, 592, 487]
poem-title: ಹೀಗೆ	[74, 74, 83, 80]
lead-body-col2: ಕೊಪ್ಪಳ: ಪ್ರತಿಯೊಬ್ಬ ನಾಗರಿಕರೂ ಸಂವಿಧಾನ ನೀಡಿರುವ ಹಕ್ಕುಗಳನ್ನು ಅರಿತು ಜವಾಬ್ದಾರಿಯಿಂದ ಬದುಕಬೇಕು. ಮಾನವ ಹಕ್ಕುಗಳ ರಕ್ಷಣೆ ಎಲ್ಲರ ಹೊಣೆಯಾಗಿದೆ ಎಂದು ಅವರು ಹೇಳಿದರು. ಕಾರ್ಯಕ್ರಮದಲ್ಲಿ ಜಿಲ್ಲಾಧಿಕಾರಿಗಳು, ಜಿಲ್ಲಾ ಪಂಚಾಯತ್ ಮುಖ್ಯ ಕಾರ್ಯನಿರ್ವಾಹಕ ಅಧಿಕಾರಿಗಳು, ಪೊಲೀಸ್ ವರಿಷ್ಠಾಧಿಕಾರಿಗಳು ಹಾಗೂ ವಿವಿಧ ಇಲಾಖೆಗಳ ಅಧಿಕಾರಿಗಳು ಭಾಗವಹಿಸಿದ್ದರು. ಸಮಾಜದಲ್ಲಿ ಸಮಾನತೆ ಮತ್ತು ನ್ಯಾಯ ನೆಲೆಸಬೇಕಾದರೆ ಎಲ್ಲರೂ ಪರಸ್ಪರ ಗೌರವದಿಂದ ಕಾಣಬೇಕು. ಶಿಕ್ಷಣದ ಮೂಲಕ ಜಾಗೃತಿ ಮೂಡಿಸುವ ಕೆಲಸ ನಿರಂತರವಾಗಿ ನಡೆಯಬೇಕು ಎಂದು ತಿಳಿಸಿದರು.	[124, 208, 216, 243]
sujalana-body-col2: ಕೊಪ್ಪಳ: ಪ್ರತಿಯೊಬ್ಬ ನಾಗರಿಕರೂ ಸಂವಿಧಾನ ನೀಡಿರುವ ಹಕ್ಕುಗಳನ್ನು ಅರಿತು ಜವಾಬ್ದಾರಿಯಿಂದ ಬದುಕಬೇಕು. ಮಾನವ ಹಕ್ಕುಗಳ ರಕ್ಷಣೆ ಎಲ್ಲರ ಹೊಣೆಯಾಗಿದೆ ಎಂದು ಅವರು ಹೇಳಿದರು. ಕಾರ್ಯಕ್ರಮದಲ್ಲಿ ಜಿಲ್ಲಾಧಿಕಾರಿಗಳು, ಜಿಲ್ಲಾ ಪಂಚಾಯತ್ ಮುಖ್ಯ ಕಾರ್ಯನಿರ್ವಾಹಕ ಅಧಿಕಾರಿಗಳು, ಪೊಲೀಸ್ ವರಿಷ್ಠಾಧಿಕಾರಿಗಳು ಹಾಗೂ ವಿವಿಧ ಇಲಾಖೆಗಳ ಅಧಿಕಾರಿಗಳು ಭಾಗವಹಿಸಿದ್ದರು. ಸಮಾಜದಲ್ಲಿ ಸಮಾನತೆ ಮತ್ತು ನ್ಯಾಯ ನೆಲೆಸಬೇಕಾದರೆ ಎಲ್ಲರೂ ಪರಸ್ಪರ ಗೌರವದಿಂದ ಕಾಣಬೇಕು. ಶಿಕ್ಷಣದ ಮೂಲಕ ಜಾಗೃತಿ ಮೂಡಿಸುವ ಕೆಲಸ ನಿರಂತರವಾಗಿ ನಡೆಯಬೇಕು ಎಂದು ತಿಳಿಸಿದರು.	[513, 574, 591, 613]
lead-side-body-col1: ಕೊಪ್ಪಳ: ಪ್ರತಿಯೊಬ್ಬ ನಾಗರಿಕರೂ ಸಂವಿಧಾನ ನೀಡಿರುವ ಹಕ್ಕುಗಳನ್ನು ಅರಿತು ಜವಾಬ್ದಾರಿಯಿಂದ ಬದುಕಬೇಕು. ಮಾನವ ಹಕ್ಕುಗಳ ರಕ್ಷಣೆ ಎಲ್ಲರ ಹೊಣೆಯಾಗಿದೆ ಎಂದು ಅವರು ಹೇಳಿದರು. ಕಾರ್ಯಕ್ರಮದಲ್ಲಿ ಜಿಲ್ಲಾಧಿಕಾರಿಗಳು, ಜಿಲ್ಲಾ ಪಂಚಾಯತ್ ಮುಖ್ಯ ಕಾರ್ಯನಿರ್ವಾಹಕ ಅಧಿಕಾರಿಗಳು, ಪೊಲೀಸ್ ವರಿಷ್ಠಾಧಿಕಾರಿಗಳು ಹಾಗೂ ವಿವಿಧ ಇಲಾಖೆಗಳ ಅಧಿಕಾರಿಗಳು ಭಾಗವಹಿಸಿದ್ದರು. ಸಮಾಜದಲ್ಲಿ ಸಮಾನತೆ ಮತ್ತು ನ್ಯಾಯ ನೆಲೆಸಬೇಕಾದರೆ ಎಲ್ಲರೂ ಪರಸ್ಪರ ಗೌರವದಿಂದ ಕಾಣಬೇಕು. ಶಿಕ್ಷಣದ ಮೂಲಕ ಜಾಗೃತಿ ಮೂಡಿಸುವ ಕೆಲಸ ನಿರಂತರವಾಗಿ ನಡೆಯಬೇಕು ಎಂದು ತಿಳಿಸಿದರು.	[411, 139, 498, 174]
lead-side-body-col2: ಕೊಪ್ಪಳ: ಪ್ರತಿಯೊಬ್ಬ ನಾಗರಿಕರೂ ಸಂವಿಧಾನ ನೀಡಿರುವ ಹಕ್ಕುಗಳನ್ನು ಅರಿತು ಜವಾಬ್ದಾರಿಯಿಂದ ಬದುಕಬೇಕು. ಮಾನವ ಹಕ್ಕುಗಳ ರಕ್ಷಣೆ ಎಲ್ಲರ ಹೊಣೆಯಾಗಿದೆ ಎಂದು ಅವರು ಹೇಳಿದರು. ಕಾರ್ಯಕ್ರಮದಲ್ಲಿ ಜಿಲ್ಲಾಧಿಕಾರಿಗಳು, ಜಿಲ್ಲಾ ಪಂಚಾಯತ್ ಮುಖ್ಯ ಕಾರ್ಯನಿರ್ವಾಹಕ ಅಧಿಕಾರಿಗಳು, ಪೊಲೀಸ್ ವರಿಷ್ಠಾಧಿಕಾರಿಗಳು ಹಾಗೂ ವಿವಿಧ ಇಲಾಖೆಗಳ ಅಧಿಕಾರಿಗಳು ಭಾಗವಹಿಸಿದ್ದರು. ಸಮಾಜದಲ್ಲಿ ಸಮಾನತೆ ಮತ್ತು ನ್ಯಾಯ ನೆಲೆಸಬೇಕಾದರೆ ಎಲ್ಲರೂ ಪರಸ್ಪರ ಗೌರವದಿಂದ ಕಾಣಬೇಕು. ಶಿಕ್ಷಣದ ಮೂಲಕ ಜಾಗೃತಿ ಮೂಡಿಸುವ ಕೆಲಸ ನಿರಂತರವಾಗಿ ನಡೆಯಬೇಕು ಎಂದು ತಿಳಿಸಿದರು.	[503, 139, 591, 174]
lead-photo-2-caption: ಕುಷ್ಟಗಿ: ಪಟ್ಟಣದ ಶಾಲೆಯಲ್ಲಿ ಮಾನವ ಹಕ್ಕುಗಳ ದಿನಾಚರಣೆ ಕಾರ್ಯಕ್ರಮ ನಡೆಯಿತು.	[219, 285, 311, 289]
lead-photo-2	[219, 218, 407, 284]
ad-tagline: ಈಗ ಭರದಿಂದ ಮಾರಾಟ	[12, 563, 72, 572]
papaya-quote-2	[512, 760, 592, 826]
